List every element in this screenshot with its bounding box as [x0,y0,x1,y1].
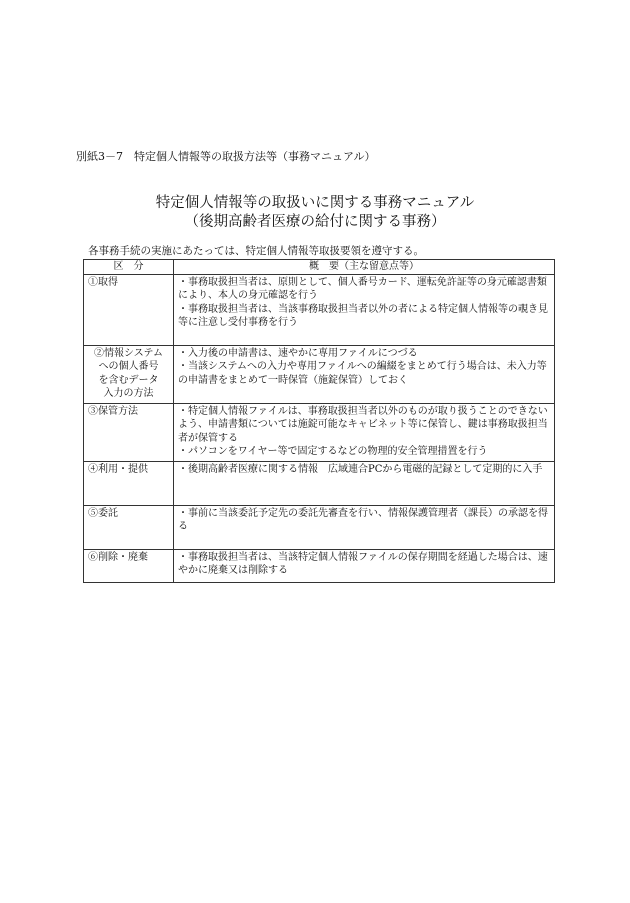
category-line: への個人番号 [98,361,159,372]
row-category [84,549,174,582]
category-line: ②情報システム [94,347,163,359]
detail-item: ・事務取扱担当者は、原則として、個人番号カード、運転免許証等の身元確認書類により、本人の身元確認を行う [178,276,547,301]
category-line: ④利用・提供 [88,463,148,475]
page-label: 別紙3－7 特定個人情報等の取扱方法等（事務マニュアル） [76,150,376,163]
table-row [84,403,555,461]
detail-item: ・入力後の申請書は、速やかに専用ファイルにつづる [178,347,418,359]
column-header-category: 区 分 [84,260,174,275]
category-line: 入力の方法 [103,388,154,399]
category-line: ⑤委託 [88,507,118,519]
row-details [174,274,555,345]
row-details [174,505,555,549]
row-details [174,345,555,403]
procedure-table [83,259,555,583]
table-row [84,461,555,505]
detail-item: ・特定個人情報ファイルは、事務取扱担当者以外のものが取り扱うことのできないよう、申請書類については施錠可能なキャビネット等に保管し、鍵は事務取扱担当者が保管する [178,405,548,444]
row-category [84,505,174,549]
document-title: 特定個人情報等の取扱いに関する事務マニュアル [155,195,475,211]
row-category [84,461,174,505]
category-line: ③保管方法 [88,405,138,417]
row-category [84,403,174,461]
table-row [84,345,555,403]
row-category [84,274,174,345]
detail-item: ・パソコンをワイヤー等で固定するなどの物理的安全管理措置を行う [178,446,488,457]
category-line: を含むデータ [98,374,159,386]
row-details [174,549,555,582]
column-header-summary: 概 要（主な留意点等） [174,260,555,275]
table-row [84,274,555,345]
row-details [174,403,555,461]
intro-text: 各事務手続の実施にあたっては、特定個人情報等取扱要領を遵守する。 [88,245,424,257]
detail-item: ・事前に当該委託予定先の委託先審査を行い、情報保護管理者（課長）の承認を得る [178,507,548,532]
category-line: ⑥削除・廃棄 [88,551,148,563]
table-header-row [84,260,555,275]
table-row [84,505,555,549]
category-line: ①取得 [88,276,118,288]
table-row [84,549,555,582]
row-category [84,345,174,403]
document-subtitle: （後期高齢者医療の給付に関する事務） [184,214,446,230]
detail-item: ・後期高齢者医療に関する情報 広域連合PCから電磁的記録として定期的に入手 [178,463,543,475]
detail-item: ・当該システムへの入力や専用ファイルへの編綴をまとめて行う場合は、未入力等の申請書をまとめて一時保管（施錠保管）しておく [178,361,547,386]
detail-item: ・事務取扱担当者は、当該特定個人情報ファイルの保存期間を経過した場合は、速やかに廃棄又は削除する [178,551,548,576]
row-details [174,461,555,505]
detail-item: ・事務取扱担当者は、当該事務取扱担当者以外の者による特定個人情報等の覗き見等に注意し受付事務を行う [178,303,548,328]
